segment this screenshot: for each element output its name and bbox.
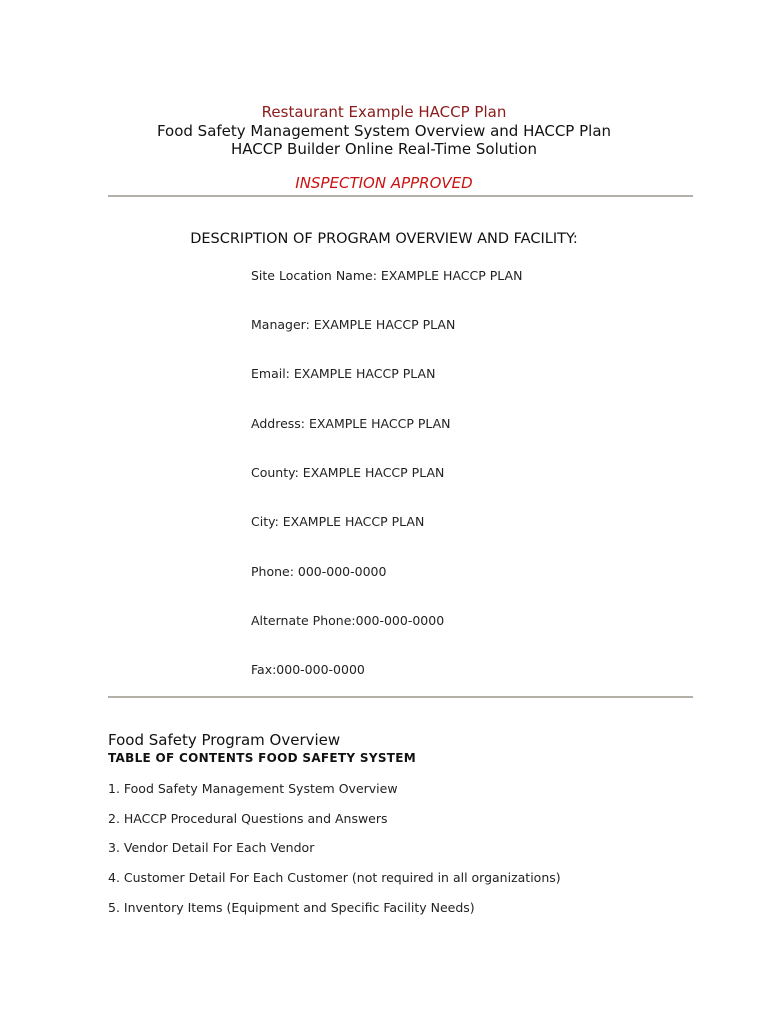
toc-item-2: 2. HACCP Procedural Questions and Answers: [108, 811, 388, 826]
field-fax: Fax:000-000-0000: [251, 662, 365, 677]
field-county: County: EXAMPLE HACCP PLAN: [251, 465, 445, 480]
divider-top: [108, 195, 693, 197]
field-address: Address: EXAMPLE HACCP PLAN: [251, 416, 451, 431]
field-site-location: Site Location Name: EXAMPLE HACCP PLAN: [251, 268, 523, 283]
toc-item-1: 1. Food Safety Management System Overview: [108, 781, 398, 796]
field-alternate-phone: Alternate Phone:000-000-0000: [251, 613, 445, 628]
document-subtitle: Food Safety Management System Overview and HACCP Plan: [156, 122, 612, 140]
overview-title: Food Safety Program Overview: [108, 731, 341, 749]
document-title: Restaurant Example HACCP Plan: [261, 103, 507, 121]
field-city: City: EXAMPLE HACCP PLAN: [251, 514, 425, 529]
description-heading: DESCRIPTION OF PROGRAM OVERVIEW AND FACILITY:: [190, 231, 578, 247]
document-subtitle-secondary: HACCP Builder Online Real-Time Solution: [231, 140, 537, 158]
field-phone: Phone: 000-000-0000: [251, 564, 387, 579]
field-email: Email: EXAMPLE HACCP PLAN: [251, 366, 436, 381]
toc-title: TABLE OF CONTENTS FOOD SAFETY SYSTEM: [108, 751, 416, 765]
inspection-status: INSPECTION APPROVED: [295, 174, 473, 192]
toc-item-3: 3. Vendor Detail For Each Vendor: [108, 840, 315, 855]
divider-bottom: [108, 696, 693, 698]
toc-item-5: 5. Inventory Items (Equipment and Specific Facility Needs): [108, 900, 475, 915]
field-manager: Manager: EXAMPLE HACCP PLAN: [251, 317, 456, 332]
toc-item-4: 4. Customer Detail For Each Customer (not required in all organizations): [108, 870, 561, 885]
